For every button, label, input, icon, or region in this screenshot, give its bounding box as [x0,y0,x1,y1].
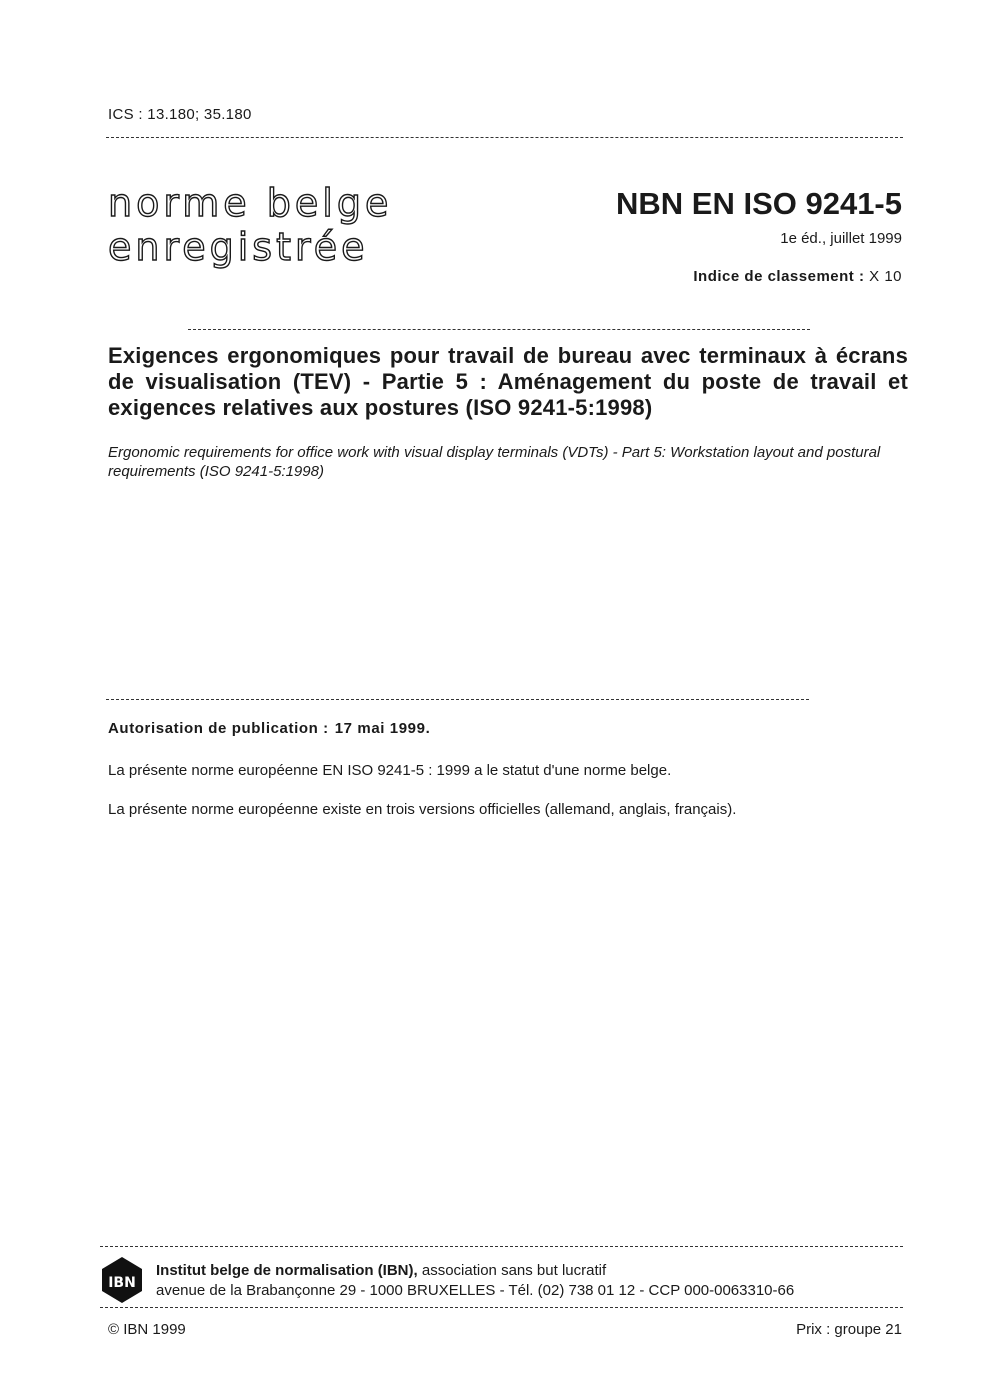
ibn-logo-icon [100,1255,144,1305]
standard-code: NBN EN ISO 9241-5 [616,186,902,221]
footer-divider [100,1246,903,1247]
svg-text:IBN: IBN [108,1275,136,1291]
edition-date: 1e éd., juillet 1999 [780,230,902,247]
institute-line [156,1262,606,1279]
institute-description: association sans but lucratif [421,1262,607,1279]
french-title: Exigences ergonomiques pour travail de bureau avec terminaux à écrans de visualisation (TEV) - Partie 5 : Aménagement du poste de travail et exigences relatives aux postures (ISO 9241-5:1998) [108,343,908,420]
institute-address: avenue de la Brabançonne 29 - 1000 BRUXELLES - Tél. (02) 738 01 12 - CCP 000-0063310-66 [156,1282,795,1299]
copyright: © IBN 1999 [108,1321,186,1338]
publication-date: 17 mai 1999. [334,720,431,737]
versions-paragraph: La présente norme européenne existe en trois versions officielles (allemand, anglais, français). [108,801,737,818]
footer-divider-bottom [100,1307,903,1308]
ics-code: ICS : 13.180; 35.180 [108,106,252,123]
publication-label: Autorisation de publication : [108,720,329,737]
header-divider [106,137,903,138]
brand-line-1: norme belge [108,181,393,225]
title-divider-top [188,329,810,330]
status-paragraph: La présente norme européenne EN ISO 9241-5 : 1999 a le statut d'une norme belge. [108,762,672,779]
price-group: Prix : groupe 21 [796,1321,902,1338]
institute-name: Institut belge de normalisation (IBN), [156,1262,418,1279]
publication-authorisation [108,720,430,737]
brand-line-2: enregistrée [108,225,369,269]
english-title: Ergonomic requirements for office work with visual display terminals (VDTs) - Part 5: Workstation layout and postural requirements (ISO 9241-5:1998) [108,444,881,480]
classement-index [693,268,902,285]
classement-label: Indice de classement : [693,268,865,285]
title-divider-bottom [106,699,809,700]
classement-value: X 10 [869,268,902,285]
